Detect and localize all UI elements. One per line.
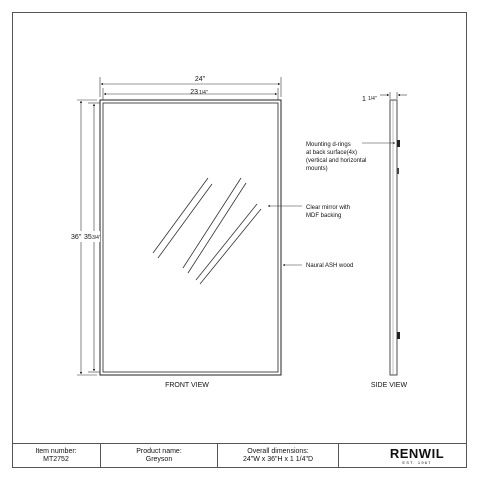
product-name-value: Greyson (145, 456, 173, 463)
front-view (70, 76, 281, 389)
width-dimension (100, 76, 281, 100)
svg-text:Naural ASH wood (306, 263, 353, 269)
depth-label: 1 (362, 96, 366, 103)
depth-fraction: 1/4" (368, 96, 377, 102)
svg-text:Mounting d-rings at back (306, 142, 368, 172)
divider (338, 444, 339, 468)
item-number-cell (12, 444, 100, 468)
outer-height-label: 36" (71, 234, 82, 241)
dimensions-value: 24"W x 36"H x 1 1/4"D (242, 456, 314, 463)
callout-text: MDF backing (306, 213, 342, 219)
callout-text: mounts) (306, 166, 328, 172)
mirror-inner-frame (103, 103, 278, 372)
mirror-outer-frame (100, 100, 281, 375)
item-number-value: MT2752 (43, 456, 69, 463)
inner-width-fraction: 1/4" (199, 90, 208, 96)
callout-text: at back surface(4x) (306, 150, 358, 156)
callout-text: Clear mirror with (306, 205, 351, 211)
callout-d-rings (306, 142, 395, 172)
side-view (362, 92, 407, 389)
inner-height-label: 35 (84, 234, 92, 241)
dimensions-cell (218, 444, 338, 468)
height-dimension (70, 100, 101, 375)
side-view-label: SIDE VIEW (370, 382, 408, 389)
callout-wood (283, 263, 353, 269)
side-profile (390, 100, 397, 375)
item-number-label: Item number: (35, 448, 77, 455)
reflection-line (183, 178, 241, 268)
front-view-label: FRONT VIEW (165, 382, 209, 389)
outer-width-label: 24" (194, 76, 206, 83)
svg-text:Clear mirror with MDF ba (306, 205, 352, 219)
inner-height-fraction: 3/4" (92, 235, 101, 241)
reflection-line (200, 209, 261, 284)
d-ring (397, 168, 399, 174)
inner-width-label: 23 (190, 89, 198, 96)
product-name-cell (101, 444, 217, 468)
dimensions-label: Overall dimensions: (247, 448, 309, 455)
reflection-line (158, 184, 212, 258)
callout-text: Mounting d-rings (306, 142, 351, 148)
callout-text: Naural ASH wood (306, 263, 354, 269)
product-name-label: Product name: (136, 448, 182, 455)
title-block (12, 443, 467, 468)
reflection-line (196, 204, 257, 280)
brand-name: RENWIL (389, 446, 445, 461)
d-ring (397, 332, 400, 339)
brand-tagline: EST. 1967 (402, 460, 432, 465)
brand-logo (372, 447, 462, 466)
d-ring (397, 140, 400, 147)
callout-text: (vertical and horizontal (306, 158, 367, 164)
